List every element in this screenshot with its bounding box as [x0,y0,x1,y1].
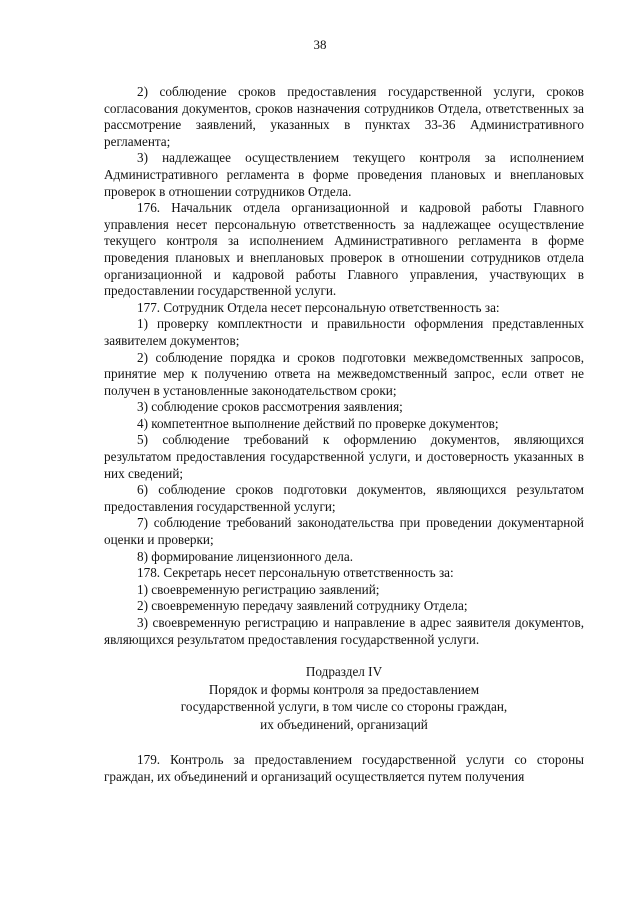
paragraph: 178. Секретарь несет персональную ответственность за: [137,565,454,581]
list-item: 2) своевременную передачу заявлений сотруднику Отдела; [137,598,468,614]
section-title-line: их объединений, организаций [260,716,428,732]
list-item: 1) проверку комплектности и правильности оформления представленных заявителем документов; [104,316,584,348]
page-number: 38 [313,37,327,52]
list-item: 7) соблюдение требований законодательства при проведении документарной оценки и проверки; [104,515,584,548]
list-item: 3) соблюдение сроков рассмотрения заявления; [137,399,403,415]
list-item: 3) своевременную регистрацию и направление в адрес заявителя документов, являющихся результатом предоставления государственной услуги. [104,615,584,647]
section-title-line: государственной услуги, в том числе со стороны граждан, [180,699,508,715]
list-item: 6) соблюдение сроков подготовки документов, являющихся результатом предоставления государственной услуги; [104,482,584,514]
section-label: Подраздел IV [305,664,383,680]
list-item: 2) соблюдение порядка и сроков подготовки межведомственных запросов, принятие мер к получению ответа на межведомственный запрос, если ответ не получен в установленные законодательством сроки; [104,349,584,398]
paragraph: 3) надлежащее осуществлением текущего контроля за исполнением Административного регламента в форме проведения плановых и внеплановых проверок в отношении сотрудников Отдела. [104,150,584,199]
section-title-line: Порядок и формы контроля за предоставлением [208,681,480,697]
paragraph: 2) соблюдение сроков предоставления государственной услуги, сроков согласования документов, сроков назначения сотрудников Отдела, ответственных за рассмотрение заявлений, указанных в пунктах 33-36 Административного регламента; [104,84,584,149]
paragraph: 179. Контроль за предоставлением государственной услуги со стороны граждан, их объединений и организаций осуществляется путем получения [104,752,584,784]
list-item: 1) своевременную регистрацию заявлений; [137,581,380,597]
paragraph: 177. Сотрудник Отдела несет персональную ответственность за: [137,299,500,315]
document-body [104,84,584,785]
paragraph: 176. Начальник отдела организационной и кадровой работы Главного управления несет персональную ответственность за надлежащее осуществление текущего контроля за исполнением Административного регламента в форме проведения плановых и внеплановых проверок в отношении сотрудников отдела организационной и кадровой работы Главного управления, участвующих в предоставлении государственной услуги. [104,200,584,299]
list-item: 8) формирование лицензионного дела. [137,548,354,564]
list-item: 4) компетентное выполнение действий по проверке документов; [137,415,499,431]
list-item: 5) соблюдение требований к оформлению документов, являющихся результатом предоставления государственной услуги, и достоверность указанных в них сведений; [104,432,584,481]
